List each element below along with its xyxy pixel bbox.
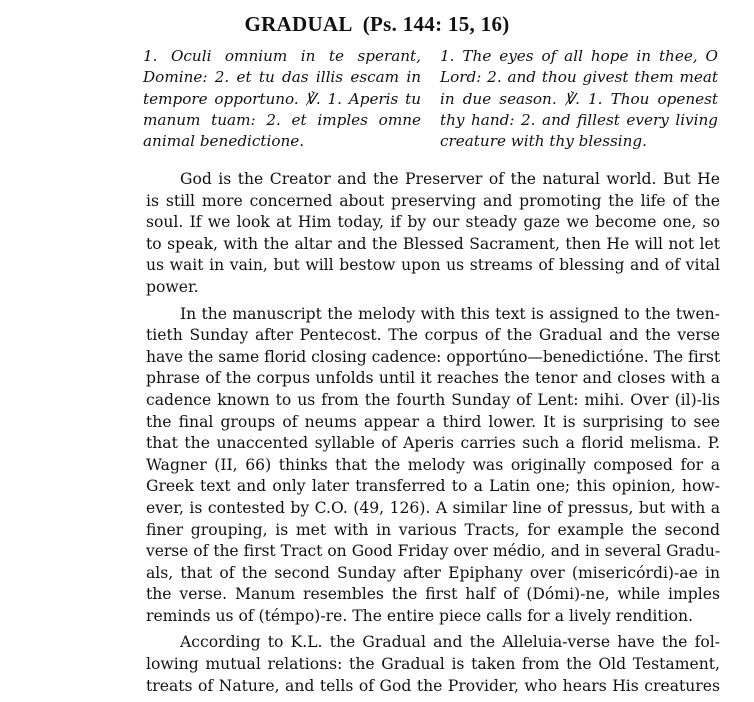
paragraph-line: According to K.L. the Gradual and the Alleluia-verse have the fol- xyxy=(180,633,720,652)
paragraph-line: reminds us of (témpo)-re. The entire piece calls for a lively rendition. xyxy=(146,606,694,625)
paragraph-line: tieth Sunday after Pentecost. The corpus of the Gradual and the verse xyxy=(146,326,720,345)
paragraph-line: als, that of the second Sunday after Epiphany over (misericórdi)-ae in xyxy=(146,563,720,582)
paragraph-line: verse of the first Tract on Good Friday over médio, and in several Gradu- xyxy=(146,542,720,561)
paragraph-line: Wagner (II, 66) thinks that the melody was originally composed for a xyxy=(146,455,720,474)
commentary-paragraph xyxy=(146,632,720,697)
paragraph-line: finer grouping, is met with in various Tracts, for example the second xyxy=(146,520,720,539)
english-translation-column xyxy=(440,46,718,152)
paragraph-line: that the unaccented syllable of Aperis carries such a florid melisma. P. xyxy=(146,434,720,453)
paragraph-line: phrase of the corpus unfolds until it reaches the tenor and closes with a xyxy=(146,369,720,388)
paragraph-line: soul. If we look at Him today, if by our steady gaze we become one, so xyxy=(146,213,720,232)
english-line: in due season. ℣. 1. Thou openest xyxy=(440,89,718,108)
english-line: thy hand: 2. and fillest every living xyxy=(440,110,718,129)
title-text: GRADUAL xyxy=(244,12,353,36)
commentary-paragraph xyxy=(146,304,720,628)
latin-line: Domine: 2. et tu das illis escam in xyxy=(143,68,421,87)
latin-line: tempore opportuno. ℣. 1. Aperis tu xyxy=(143,89,421,108)
paragraph-line: the final groups of neums appear a third lower. It is surprising to see xyxy=(146,412,720,431)
paragraph-line: Greek text and only later transferred to a Latin one; this opinion, how- xyxy=(146,477,720,496)
latin-line: 1. Oculi omnium in te sperant, xyxy=(143,47,421,65)
paragraph-line: treats of Nature, and tells of God the Provider, who hears His creatures xyxy=(146,676,720,695)
page-title xyxy=(0,12,754,37)
paragraph-line: to speak, with the altar and the Blessed Sacrament, then He will not let xyxy=(146,234,720,253)
paragraph-line: lowing mutual relations: the Gradual is taken from the Old Testament, xyxy=(146,655,720,674)
paragraph-line: In the manuscript the melody with this text is assigned to the twen- xyxy=(180,304,720,323)
psalm-reference: (Ps. 144: 15, 16) xyxy=(362,12,510,36)
paragraph-line: God is the Creator and the Preserver of the natural world. But He xyxy=(180,170,720,188)
paragraph-line: ever, is contested by C.O. (49, 126). A similar line of pressus, but with a xyxy=(146,498,720,517)
paragraph-line: the verse. Manum resembles the first half of (Dómi)-ne, while imples xyxy=(146,585,720,604)
paragraph-line: have the same florid closing cadence: opportúno—benedictióne. The first xyxy=(146,347,720,366)
english-line: creature with thy blessing. xyxy=(440,132,647,151)
paragraph-line: cadence known to us from the fourth Sunday of Lent: mihi. Over (il)-lis xyxy=(146,390,720,409)
latin-line: animal benedictione. xyxy=(143,132,305,151)
latin-text-column xyxy=(143,46,421,152)
commentary-body xyxy=(146,169,720,702)
paragraph-line: is still more concerned about preserving and promoting the life of the xyxy=(146,191,720,210)
commentary-paragraph xyxy=(146,169,720,299)
paragraph-line: power. xyxy=(146,277,199,296)
english-line: 1. The eyes of all hope in thee, O xyxy=(440,47,718,65)
latin-line: manum tuam: 2. et imples omne xyxy=(143,110,421,129)
paragraph-line: us wait in vain, but will bestow upon us streams of blessing and of vital xyxy=(146,256,720,275)
english-line: Lord: 2. and thou givest them meat xyxy=(440,68,718,87)
